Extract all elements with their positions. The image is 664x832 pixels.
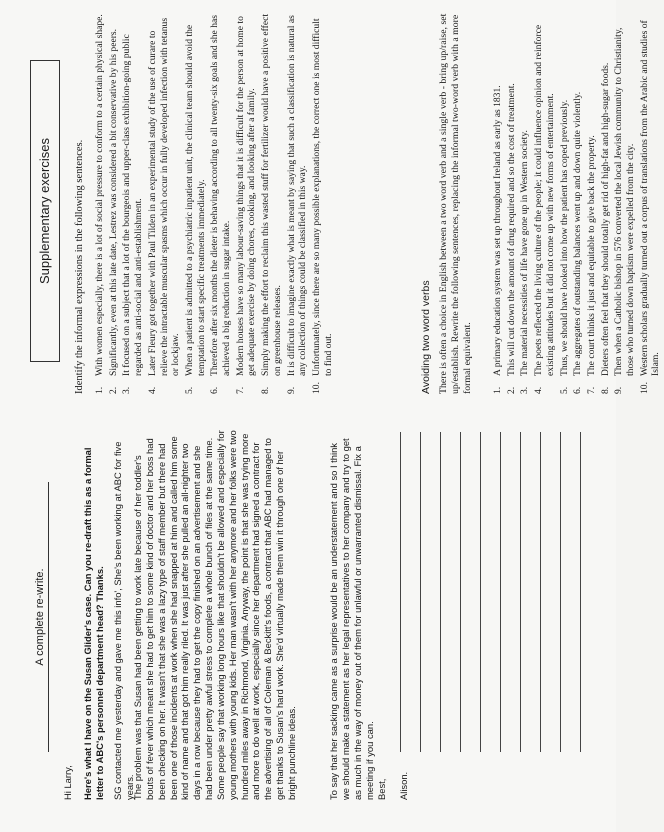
item-text: Simply making the effort to reclaim this wasted stuff for fertilizer would have a positive effect on greenhouse releases. [260,13,283,376]
item-number: 9. [613,386,625,394]
exercise-item [572,12,584,394]
item-text: The aggregates of outstanding balances went up and down quite violently. [572,91,584,376]
item-text: Later Fleury got together with Paul Tilden in an experimental study of the use of curare to relieve the intractable muscular spasms which occur in fully developed infection with tetanus or lockjaw. [146,17,182,376]
letter-closing-paragraph: To say that her sacking came as a surprise would be an understatement and so I think we should make a statement as her legal representatives to her company and try to get as much in the way of money out of them for unlawful or unwarranted dismissal. Fix a meeting if you can. [328,438,375,800]
writing-line [500,432,501,752]
item-text: The poets reflected the living culture of the people; it could influence opinion and reinforce existing attitudes but it did not come up with new forms of entertainment. [533,24,556,376]
item-number: 2. [505,386,517,394]
exercise-item [286,12,309,394]
item-number: 4. [146,386,158,394]
exercise-item [121,12,144,394]
item-text: It is difficult to imagine exactly what is meant by saying that such a classification is natural as any collection of things could be classified in this way. [285,15,309,376]
item-number: 3. [519,386,531,394]
item-text: Thus, we should have looked into how the patient has coped previously. [558,99,570,376]
item-text: A primary education system was set up throughout Ireland as early as 1831. [492,85,503,376]
item-number: 10. [638,382,650,394]
writing-line [560,432,561,752]
exercise-item [184,12,207,394]
exercise-item [519,12,531,394]
two-word-verbs-instruction: There is often a choice in English between a two word verb and a single verb - bring up/raise, set up/establish. Rewrite the following sentences, replacing the informal two-word verb with a more formal equivalent. [438,13,474,394]
two-word-verbs-list [492,12,664,394]
item-text: With women especially, there is a lot of social pressure to conform to a certain physical shape. [94,14,105,376]
avoid-two-word-verbs-heading: Avoiding two word verbs [420,280,432,394]
item-text: The material necessities of life have gone up in Western society. [519,130,531,376]
item-text: Then when a Catholic bishop in 576 converted the local Jewish community to Christianity, those who turned down baptism were expelled from the city. [613,27,637,376]
exercise-item [506,12,518,394]
contact-note: SG contacted me yesterday and gave me this info', She's been working at ABC for five years. [112,441,135,800]
writing-line [480,432,481,752]
letter-greeting: Hi Larry, [62,765,73,800]
exercise-item [147,12,182,394]
item-number: 7. [585,386,597,394]
exercise-item [108,12,120,394]
item-text: Dieters often feel that they should totally get rid of high-fat and high-sugar foods. [599,62,611,376]
item-text: This will cut down the amount of drug required and so the cost of treatment. [505,83,517,376]
writing-line [520,432,521,752]
exercise-item [639,12,662,394]
exercise-item [559,12,571,394]
exercise-item [235,12,258,394]
exercise-item [94,12,106,394]
supplementary-title-box: Supplementary exercises [30,60,60,362]
letter-body: The problem was that Susan had been getting to work late because of her toddler's bouts of fever which meant she had to get him to some kind of doctor and her boss had been checking on her. It wasn't that she was a lazy type of staff member but there had been one of those incidents at work when she had snapped at him and called him some kind of name and that got him really riled. It was just after she pulled an all-nighter two days in a row because they had to get the copy finished on an advertisement and she had been under pretty awful stress to complete a whole bunch of files at the same time. Some people say that working long hours like that shouldn't be allowed and especially for young mothers with young kids. Her man wasn't with her anymore and her folks were two hundred miles away in Richmond, Virginia. Anyway, the point is that she was trying more and more to do well at work, especially since her department had signed a contract for the advertising of all of Coleman & Beckitt's foods, a contract that ABC had managed to get thanks to Susan's hard work. She'd virtually made them win it through one of her bright punchline ideas. [132,430,297,800]
item-number: 6. [572,386,584,394]
informal-expressions-list [94,12,336,394]
item-number: 5. [183,386,195,394]
item-text: Significantly, even at this late date, Lestrez was considered a bit conservative by his peers. [107,28,119,376]
exercise-item [311,12,334,394]
writing-line [580,432,581,752]
item-number: 5. [558,386,570,394]
exercise-item [533,12,556,394]
item-text: When a patient is admitted to a psychiatric inpatient unit, the clinical team should avoid the temptation to start specific treatments immediately. [183,24,207,376]
item-number: 6. [209,386,221,394]
item-number: 2. [107,386,119,394]
writing-line [440,432,441,752]
item-number: 8. [599,386,611,394]
sign-off: Best, [376,778,387,800]
writing-line [420,432,421,752]
item-number: 9. [285,386,297,394]
item-text: Modern houses have so many labour-saving things that it is difficult for the person at home to get adequate exercise by doing chores, cooking, and looking after a family. [234,16,258,376]
redraft-request: Here's what I have on the Susan Glider's case. Can you re-draft this as a formal letter to ABC's personnel department head? Thanks. [82,447,105,800]
item-number: 4. [533,386,545,394]
exercise-item [613,12,636,394]
exercise-item [600,12,612,394]
writing-line [540,432,541,752]
signer-name: Alison. [398,771,409,800]
exercise-item [260,12,283,394]
exercises-column [0,12,662,402]
item-text: Therefore after six months the dieter is behaving according to all twenty-six goals and she has achieved a big reduction in sugar intake. [209,15,233,376]
letter-column [0,422,616,812]
exercise-instruction: Identify the informal expressions in the following sentences. [74,139,85,394]
item-text: The court thinks it just and equitable to give back the property. [585,135,597,376]
item-number: 3. [121,386,133,394]
item-text: Western scholars gradually turned out a corpus of translations from the Arabic and studies of Islam. [638,20,662,376]
exercise-item [492,12,504,394]
rewrite-title: A complete re-write. [34,482,49,752]
item-number: 8. [260,386,272,394]
item-number: 7. [234,386,246,394]
item-number: 1. [94,386,105,394]
item-number: 1. [492,386,503,394]
exercise-item [586,12,598,394]
writing-line [400,432,401,752]
item-number: 10. [310,382,322,394]
exercise-item [209,12,232,394]
item-text: Unfortunately, since there are so many possible explanations, the correct one is most difficult to find out. [310,18,334,376]
item-text: It focused on a subject that a lot of the bourgeois and upper-class exhibition-going public regarded as anti-social and anti-establishment. [121,34,145,376]
writing-line [460,432,461,752]
